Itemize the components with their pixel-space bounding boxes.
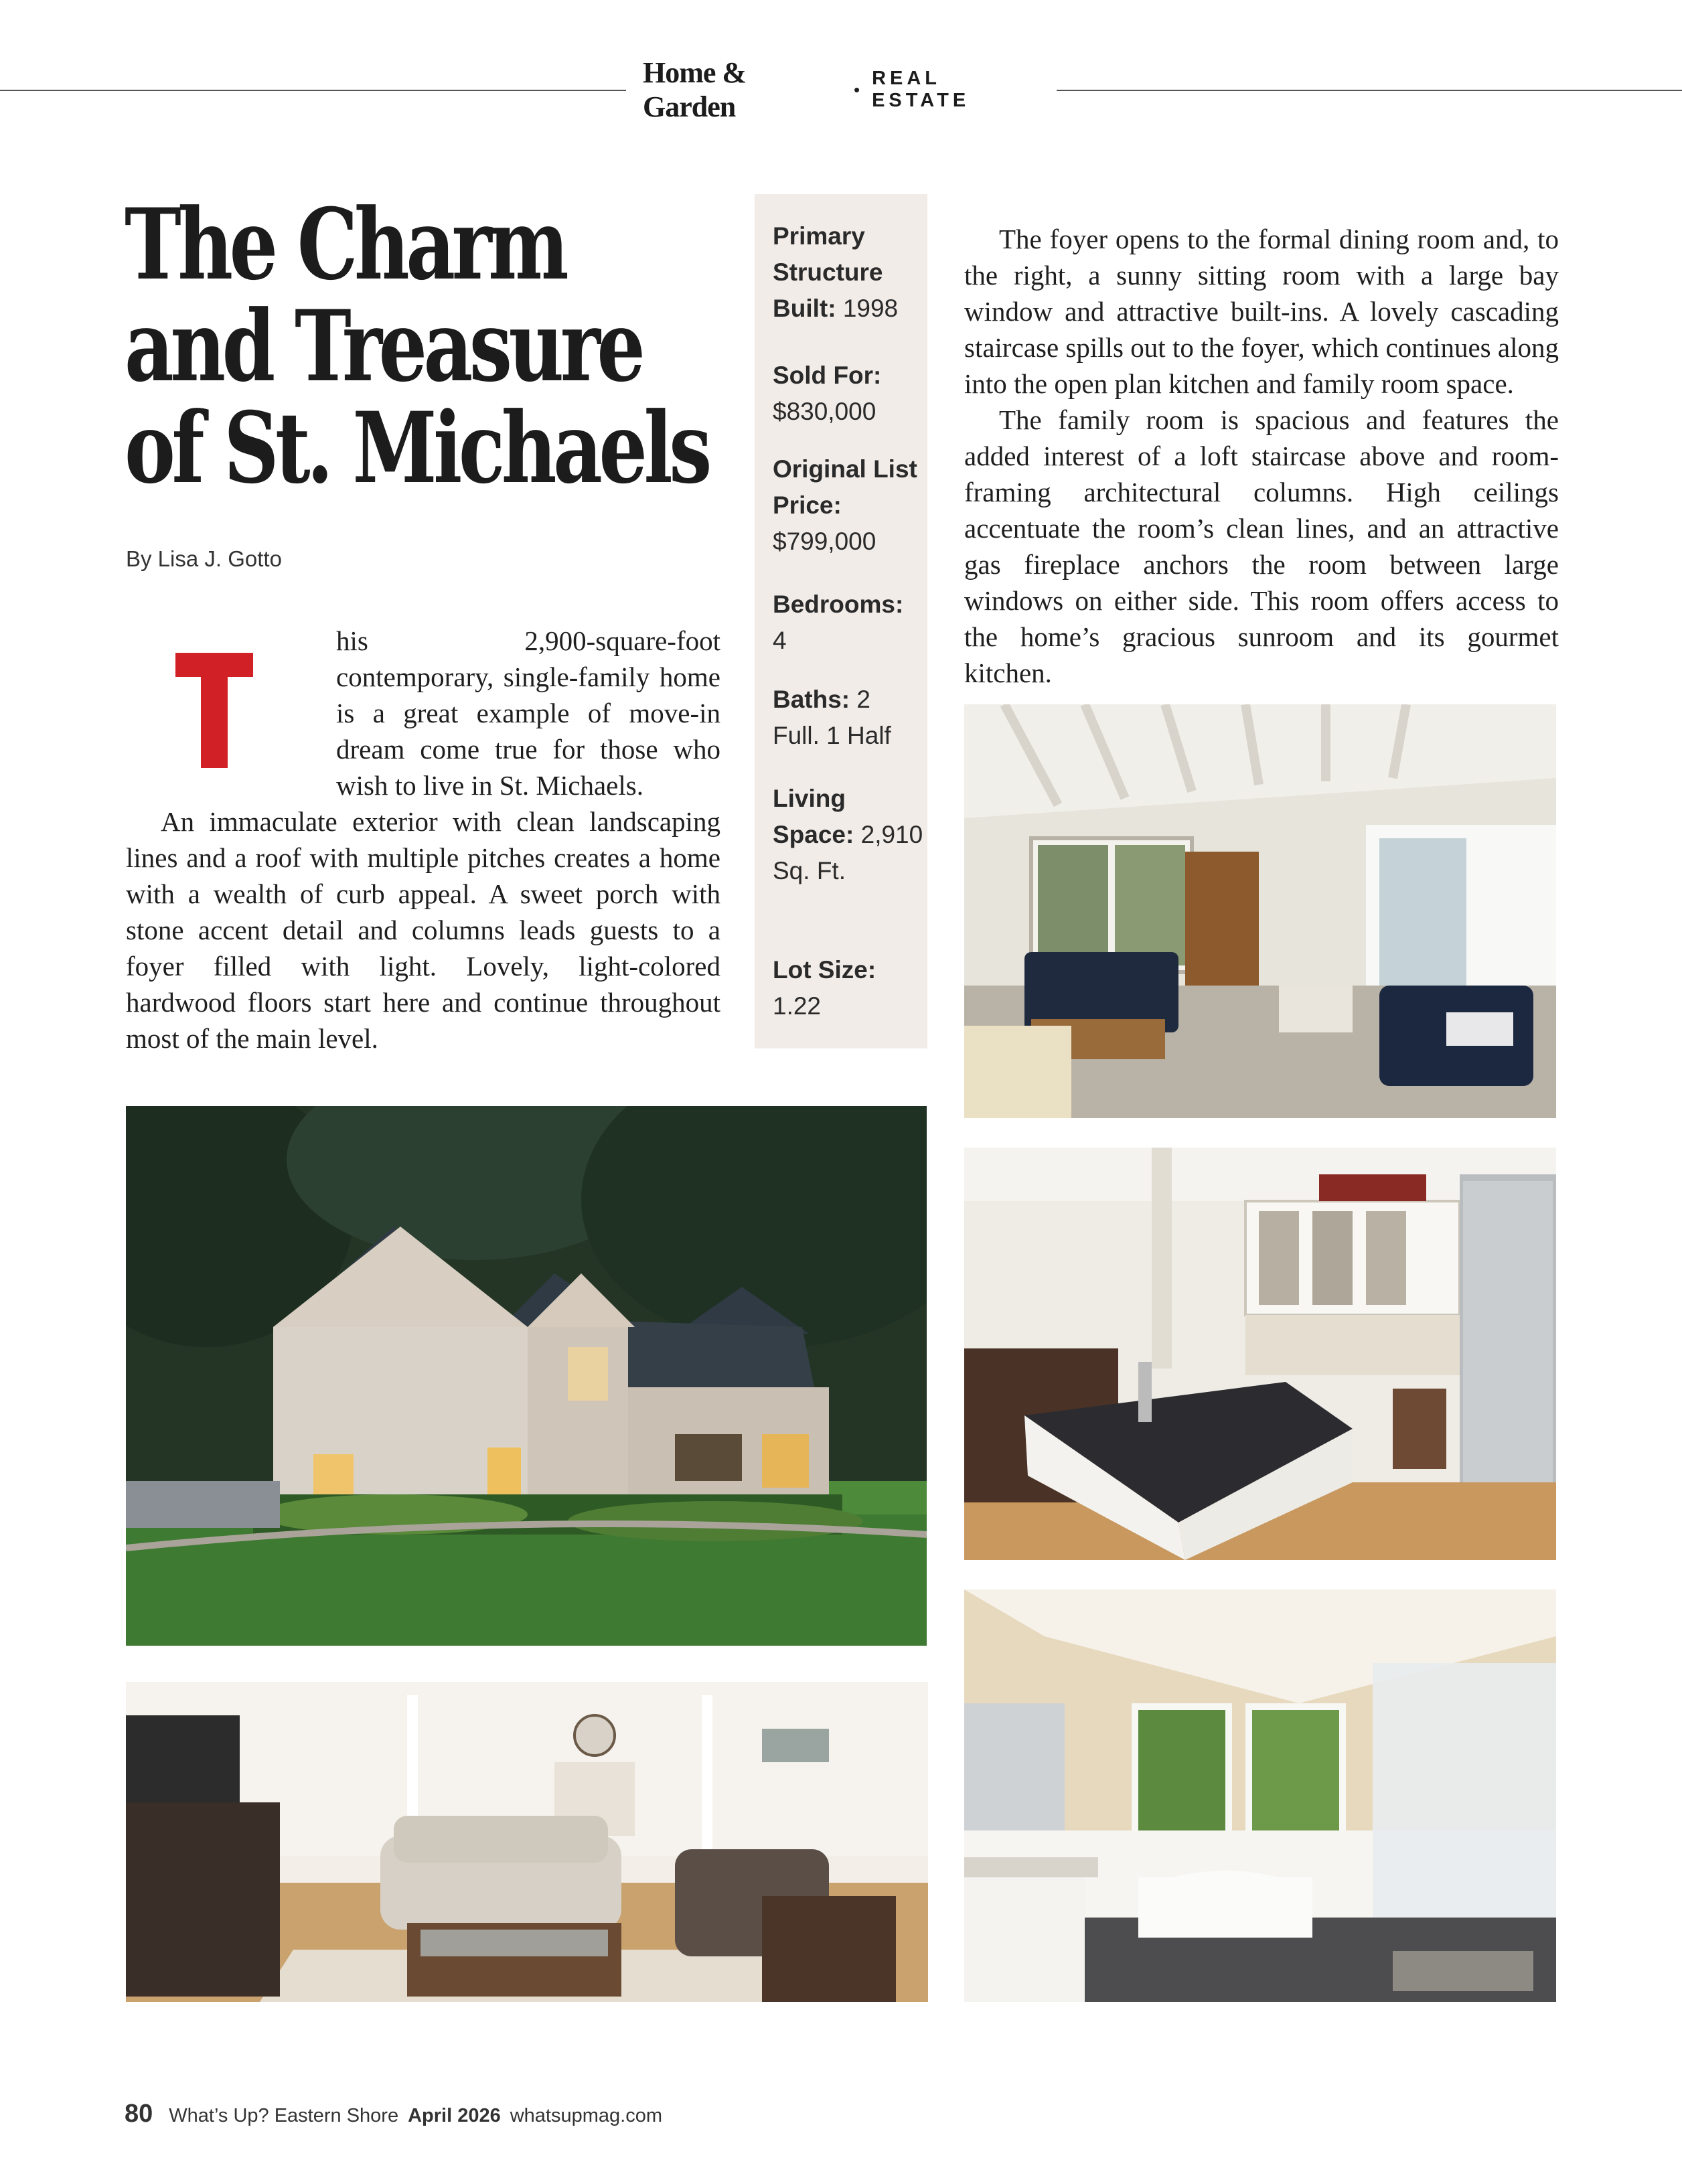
fact-sold-for bbox=[773, 358, 923, 430]
fact-value: 4 bbox=[773, 627, 787, 654]
body-paragraph-2: An immaculate exterior with clean landscaping lines and a roof with multiple pitches creates a home with a wealth of curb appeal. A sweet porch with stone accent detail and columns leads guests to a foyer filled with light. Lovely, light-colored hardwood floors start here and continue throughout most of the main level. bbox=[126, 806, 720, 1054]
property-facts-sidebar bbox=[755, 194, 927, 1048]
title-line-1: The Charm bbox=[125, 187, 566, 302]
fact-label: Lot Size: bbox=[773, 956, 876, 984]
fact-label: Primary Structure Built: bbox=[773, 222, 883, 322]
body-paragraph-3: The foyer opens to the formal dining room and, to the right, a sunny sitting room with a large bay window and attractive built-ins. A lovely cascading staircase spills out to the foyer, which continues along into the open plan kitchen and family room space. bbox=[964, 224, 1559, 399]
article-column-1 bbox=[126, 623, 720, 1057]
website-link[interactable]: whatsupmag.com bbox=[510, 2105, 663, 2126]
issue-date: April 2026 bbox=[408, 2105, 501, 2126]
article-column-2 bbox=[964, 221, 1559, 691]
title-line-2: and Treasure bbox=[125, 289, 642, 404]
header-rule-right bbox=[1057, 90, 1682, 91]
body-paragraph-4: The family room is spacious and features the added interest of a loft staircase above and room-framing architectural columns. High ceilings accentuate the room’s clean lines, and an attractive gas fireplace anchors the room between large windows on either side. This room offers access to the home’s gracious sunroom and its gourmet kitchen. bbox=[964, 404, 1559, 688]
fact-value: 2 Full. 1 Half bbox=[773, 686, 891, 749]
intro-paragraph: his 2,900-square-foot contemporary, single-family home is a great example of move-in dream come true for those who wish to live in St. Michaels. bbox=[336, 625, 720, 801]
fact-label: Baths: bbox=[773, 686, 850, 713]
fact-lot-size bbox=[773, 952, 923, 1024]
exterior-photo bbox=[126, 1106, 927, 1646]
fact-label: Living Space: bbox=[773, 785, 854, 848]
fact-value: 1.22 bbox=[773, 992, 822, 1020]
publication-name: What’s Up? Eastern Shore bbox=[169, 2105, 399, 2126]
section-category: REAL ESTATE bbox=[872, 68, 970, 111]
fact-label: Sold For: bbox=[773, 362, 882, 389]
section-header bbox=[643, 56, 1045, 123]
sunroom-photo bbox=[964, 704, 1556, 1118]
fact-baths bbox=[773, 682, 923, 754]
fact-living-space bbox=[773, 781, 923, 889]
fact-value: $830,000 bbox=[773, 398, 876, 425]
fact-value: 1998 bbox=[842, 295, 899, 322]
fact-value: $799,000 bbox=[773, 528, 876, 555]
fact-label: Original List Price: bbox=[773, 455, 917, 519]
page-footer bbox=[125, 2100, 662, 2128]
byline: By Lisa J. Gotto bbox=[126, 546, 282, 571]
page-number: 80 bbox=[125, 2100, 153, 2128]
bathroom-photo bbox=[964, 1589, 1556, 2002]
header-separator: • bbox=[853, 79, 860, 100]
fact-bedrooms bbox=[773, 587, 923, 659]
kitchen-photo bbox=[964, 1148, 1556, 1560]
title-line-3: of St. Michaels bbox=[125, 391, 708, 505]
article-title bbox=[125, 187, 708, 505]
fact-label: Bedrooms: bbox=[773, 591, 904, 618]
family-room-photo bbox=[126, 1682, 928, 2002]
header-rule-left bbox=[0, 90, 626, 91]
section-name: Home & Garden bbox=[643, 56, 747, 123]
fact-value: 2,910 Sq. Ft. bbox=[773, 821, 923, 884]
fact-list-price bbox=[773, 451, 923, 560]
fact-built bbox=[773, 218, 923, 327]
